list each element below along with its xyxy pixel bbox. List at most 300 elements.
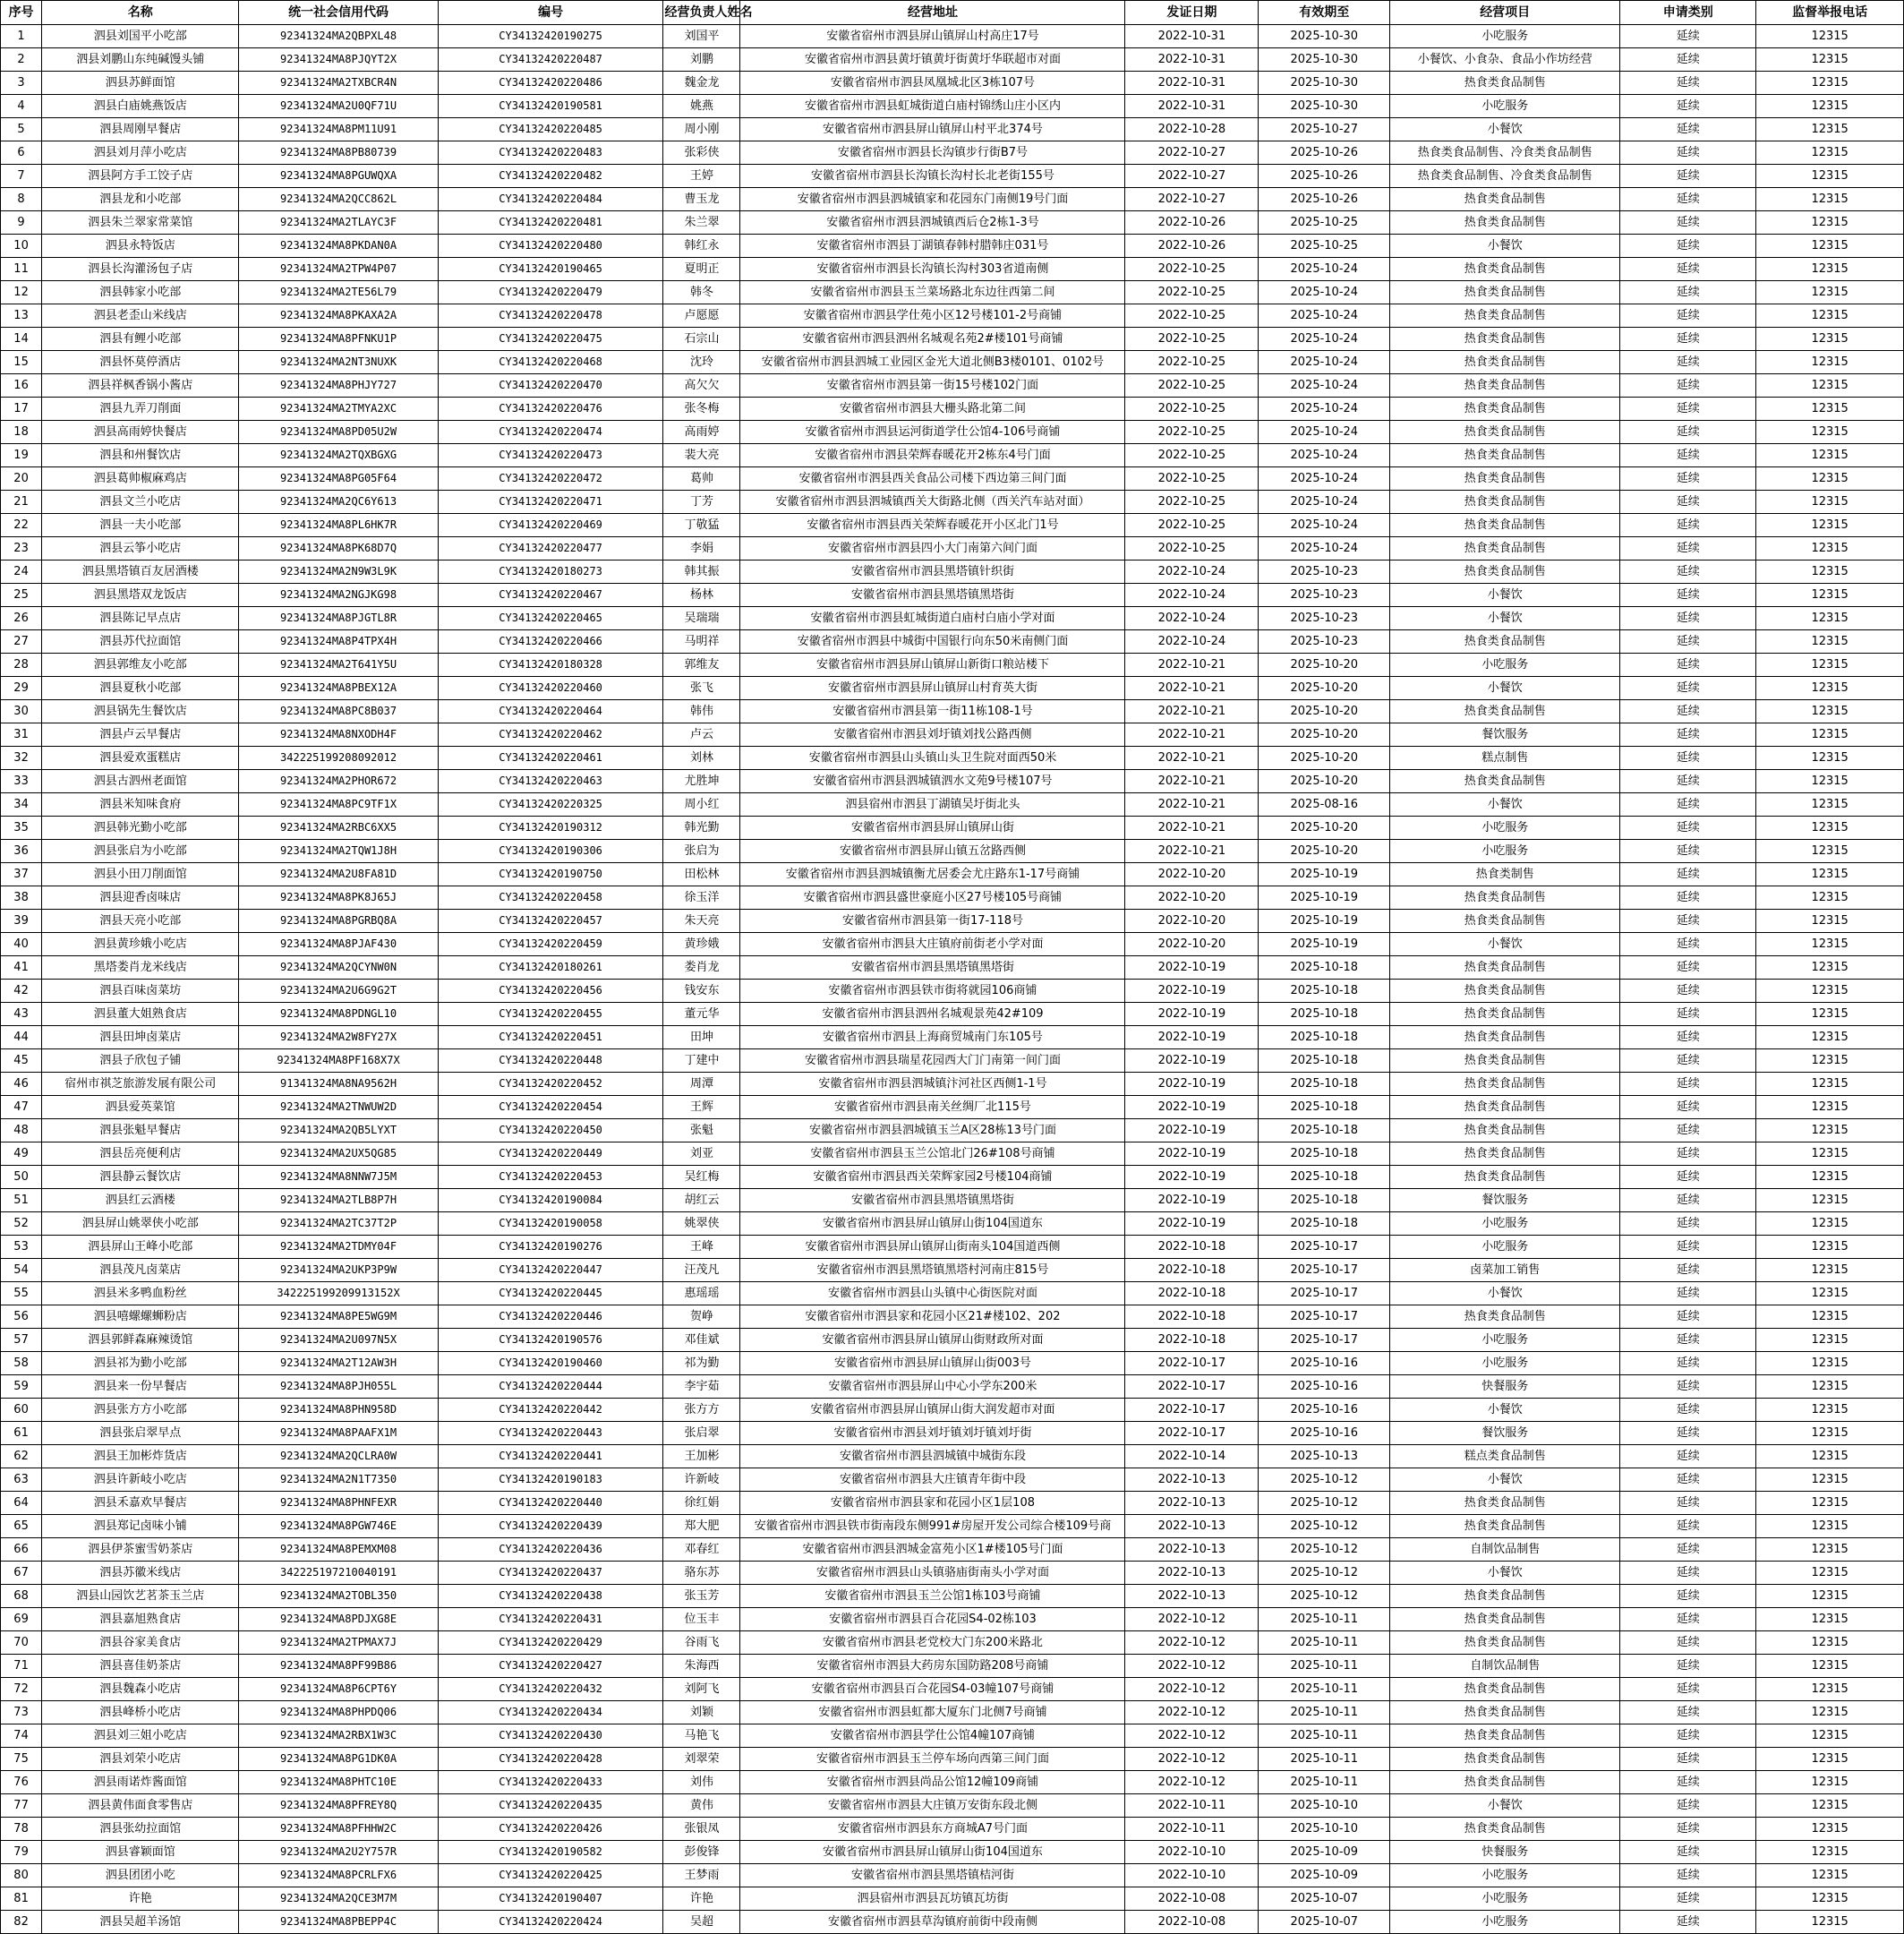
cell-number: CY34132420190407 bbox=[438, 1887, 663, 1911]
cell-name: 泗县古泗州老面馆 bbox=[42, 770, 239, 793]
cell-name: 泗县来一份早餐店 bbox=[42, 1375, 239, 1399]
cell-phone: 12315 bbox=[1756, 1748, 1904, 1771]
table-row bbox=[1, 1119, 1904, 1142]
cell-application-type: 延续 bbox=[1620, 1492, 1756, 1515]
table-row bbox=[1, 165, 1904, 188]
cell-issue-date: 2022-10-19 bbox=[1125, 980, 1259, 1003]
cell-valid-until: 2025-10-24 bbox=[1259, 444, 1390, 467]
cell-person: 马艳飞 bbox=[663, 1724, 740, 1748]
cell-address: 安徽省宿州市泗县泗城镇玉兰A区28栋13号门面 bbox=[740, 1119, 1125, 1142]
cell-number: CY34132420220463 bbox=[438, 770, 663, 793]
cell-address: 安徽省宿州市泗县泗城工业园区金光大道北侧B3楼0101、0102号 bbox=[740, 351, 1125, 374]
cell-issue-date: 2022-10-27 bbox=[1125, 188, 1259, 211]
cell-credit-code: 92341324MA8PJGTL8R bbox=[239, 607, 438, 630]
table-row bbox=[1, 1585, 1904, 1608]
cell-business-scope: 小吃服务 bbox=[1390, 25, 1620, 48]
cell-name: 泗县天亮小吃部 bbox=[42, 910, 239, 933]
cell-person: 裴大亮 bbox=[663, 444, 740, 467]
cell-address: 安徽省宿州市泗县屏山镇屏山街大润发超市对面 bbox=[740, 1399, 1125, 1422]
cell-person: 王加彬 bbox=[663, 1445, 740, 1468]
cell-address: 安徽省宿州市泗县荣辉春暖花开2栋东4号门面 bbox=[740, 444, 1125, 467]
table-row bbox=[1, 1329, 1904, 1352]
cell-application-type: 延续 bbox=[1620, 25, 1756, 48]
cell-application-type: 延续 bbox=[1620, 793, 1756, 817]
cell-issue-date: 2022-10-25 bbox=[1125, 374, 1259, 398]
cell-person: 黄珍娥 bbox=[663, 933, 740, 956]
cell-valid-until: 2025-10-16 bbox=[1259, 1399, 1390, 1422]
cell-index: 33 bbox=[1, 770, 42, 793]
cell-issue-date: 2022-10-19 bbox=[1125, 1212, 1259, 1236]
cell-name: 泗县红云酒楼 bbox=[42, 1189, 239, 1212]
cell-valid-until: 2025-10-12 bbox=[1259, 1538, 1390, 1562]
cell-credit-code: 92341324MA8PKDAN0A bbox=[239, 235, 438, 258]
cell-credit-code: 92341324MA8PG1DK0A bbox=[239, 1748, 438, 1771]
cell-person: 葛帅 bbox=[663, 467, 740, 491]
cell-address: 安徽省宿州市泗县草沟镇府前街中段南侧 bbox=[740, 1911, 1125, 1934]
cell-index: 14 bbox=[1, 328, 42, 351]
cell-business-scope: 热食类食品制售 bbox=[1390, 1305, 1620, 1329]
cell-person: 沈玲 bbox=[663, 351, 740, 374]
cell-phone: 12315 bbox=[1756, 444, 1904, 467]
cell-business-scope: 小餐饮 bbox=[1390, 118, 1620, 141]
cell-number: CY34132420220486 bbox=[438, 72, 663, 95]
cell-application-type: 延续 bbox=[1620, 1329, 1756, 1352]
cell-address: 安徽省宿州市泗县长沟镇长沟村303省道南侧 bbox=[740, 258, 1125, 281]
cell-name: 泗县九弄刀削面 bbox=[42, 398, 239, 421]
cell-address: 安徽省宿州市泗县屏山镇屏山村平北374号 bbox=[740, 118, 1125, 141]
cell-number: CY34132420220471 bbox=[438, 491, 663, 514]
cell-issue-date: 2022-10-21 bbox=[1125, 723, 1259, 747]
cell-credit-code: 92341324MA2TQXBGXG bbox=[239, 444, 438, 467]
cell-address: 安徽省宿州市泗县泗州名城观名苑2#楼101号商铺 bbox=[740, 328, 1125, 351]
cell-business-scope: 自制饮品制售 bbox=[1390, 1655, 1620, 1678]
cell-name: 泗县伊茶蜜雪奶茶店 bbox=[42, 1538, 239, 1562]
table-row bbox=[1, 48, 1904, 72]
cell-issue-date: 2022-10-08 bbox=[1125, 1911, 1259, 1934]
cell-person: 杨林 bbox=[663, 584, 740, 607]
cell-issue-date: 2022-10-21 bbox=[1125, 700, 1259, 723]
cell-application-type: 延续 bbox=[1620, 467, 1756, 491]
cell-application-type: 延续 bbox=[1620, 1212, 1756, 1236]
cell-valid-until: 2025-10-23 bbox=[1259, 607, 1390, 630]
cell-valid-until: 2025-10-11 bbox=[1259, 1701, 1390, 1724]
cell-address: 安徽省宿州市泗县家和花园小区21#楼102、202 bbox=[740, 1305, 1125, 1329]
cell-issue-date: 2022-10-21 bbox=[1125, 677, 1259, 700]
cell-credit-code: 92341324MA2NT3NUXK bbox=[239, 351, 438, 374]
cell-name: 泗县郭鲜森麻辣烫馆 bbox=[42, 1329, 239, 1352]
table-row bbox=[1, 328, 1904, 351]
cell-application-type: 延续 bbox=[1620, 1399, 1756, 1422]
table-row bbox=[1, 1352, 1904, 1375]
cell-person: 周小红 bbox=[663, 793, 740, 817]
cell-business-scope: 热食类食品制售 bbox=[1390, 514, 1620, 537]
table-row bbox=[1, 1911, 1904, 1934]
cell-name: 泗县郭维友小吃部 bbox=[42, 654, 239, 677]
cell-name: 泗县米多鸭血粉丝 bbox=[42, 1282, 239, 1305]
cell-issue-date: 2022-10-18 bbox=[1125, 1236, 1259, 1259]
cell-index: 19 bbox=[1, 444, 42, 467]
table-row bbox=[1, 1841, 1904, 1864]
cell-credit-code: 92341324MA8PDNGL10 bbox=[239, 1003, 438, 1026]
cell-number: CY34132420190582 bbox=[438, 1841, 663, 1864]
cell-address: 安徽省宿州市泗县屏山镇屏山村高庄17号 bbox=[740, 25, 1125, 48]
cell-address: 安徽省宿州市泗县瑞星花园西大门门南第一间门面 bbox=[740, 1049, 1125, 1073]
table-row bbox=[1, 491, 1904, 514]
cell-credit-code: 92341324MA8PFNKU1P bbox=[239, 328, 438, 351]
cell-number: CY34132420220452 bbox=[438, 1073, 663, 1096]
cell-person: 韩红永 bbox=[663, 235, 740, 258]
cell-index: 22 bbox=[1, 514, 42, 537]
cell-address: 安徽省宿州市泗县家和花园小区1层108 bbox=[740, 1492, 1125, 1515]
cell-phone: 12315 bbox=[1756, 1655, 1904, 1678]
cell-issue-date: 2022-10-25 bbox=[1125, 281, 1259, 304]
cell-phone: 12315 bbox=[1756, 1305, 1904, 1329]
cell-credit-code: 92341324MA2TMYA2XC bbox=[239, 398, 438, 421]
cell-address: 安徽省宿州市泗县屏山镇屏山街104国道东 bbox=[740, 1212, 1125, 1236]
cell-person: 娄肖龙 bbox=[663, 956, 740, 980]
cell-issue-date: 2022-10-11 bbox=[1125, 1818, 1259, 1841]
cell-address: 安徽省宿州市泗县屏山镇屏山新街口粮站楼下 bbox=[740, 654, 1125, 677]
cell-person: 刘鹏 bbox=[663, 48, 740, 72]
cell-business-scope: 小餐饮 bbox=[1390, 933, 1620, 956]
cell-valid-until: 2025-10-24 bbox=[1259, 491, 1390, 514]
cell-number: CY34132420220434 bbox=[438, 1701, 663, 1724]
col-header-credit-code: 统一社会信用代码 bbox=[239, 1, 438, 25]
cell-credit-code: 92341324MA8PBEX12A bbox=[239, 677, 438, 700]
cell-application-type: 延续 bbox=[1620, 1841, 1756, 1864]
cell-index: 51 bbox=[1, 1189, 42, 1212]
cell-phone: 12315 bbox=[1756, 211, 1904, 235]
cell-phone: 12315 bbox=[1756, 723, 1904, 747]
cell-credit-code: 92341324MA8PGW746E bbox=[239, 1515, 438, 1538]
cell-issue-date: 2022-10-13 bbox=[1125, 1562, 1259, 1585]
cell-address: 安徽省宿州市泗县屏山镇屏山街南头104国道西侧 bbox=[740, 1236, 1125, 1259]
cell-valid-until: 2025-10-18 bbox=[1259, 1096, 1390, 1119]
col-header-phone: 监督举报电话 bbox=[1756, 1, 1904, 25]
table-row bbox=[1, 1864, 1904, 1887]
cell-credit-code: 92341324MA2TXBCR4N bbox=[239, 72, 438, 95]
cell-phone: 12315 bbox=[1756, 1259, 1904, 1282]
cell-credit-code: 92341324MA2QCC862L bbox=[239, 188, 438, 211]
cell-issue-date: 2022-10-24 bbox=[1125, 630, 1259, 654]
cell-credit-code: 92341324MA8NNW7J5M bbox=[239, 1166, 438, 1189]
cell-credit-code: 92341324MA2QB5LYXT bbox=[239, 1119, 438, 1142]
cell-credit-code: 92341324MA8PJQYT2X bbox=[239, 48, 438, 72]
cell-number: CY34132420220424 bbox=[438, 1911, 663, 1934]
cell-issue-date: 2022-10-12 bbox=[1125, 1678, 1259, 1701]
cell-index: 8 bbox=[1, 188, 42, 211]
cell-index: 21 bbox=[1, 491, 42, 514]
cell-credit-code: 92341324MA8PE5WG9M bbox=[239, 1305, 438, 1329]
cell-number: CY34132420220475 bbox=[438, 328, 663, 351]
cell-application-type: 延续 bbox=[1620, 1794, 1756, 1818]
cell-issue-date: 2022-10-25 bbox=[1125, 304, 1259, 328]
cell-phone: 12315 bbox=[1756, 421, 1904, 444]
cell-phone: 12315 bbox=[1756, 1189, 1904, 1212]
cell-person: 刘林 bbox=[663, 747, 740, 770]
cell-address: 安徽省宿州市泗县黄圩镇黄圩街黄圩华联超市对面 bbox=[740, 48, 1125, 72]
cell-issue-date: 2022-10-25 bbox=[1125, 421, 1259, 444]
cell-credit-code: 92341324MA2NGJKG98 bbox=[239, 584, 438, 607]
cell-issue-date: 2022-10-25 bbox=[1125, 491, 1259, 514]
cell-credit-code: 92341324MA8PG05F64 bbox=[239, 467, 438, 491]
cell-index: 48 bbox=[1, 1119, 42, 1142]
cell-business-scope: 快餐服务 bbox=[1390, 1841, 1620, 1864]
cell-business-scope: 小餐饮 bbox=[1390, 584, 1620, 607]
cell-name: 泗县郑记卤味小铺 bbox=[42, 1515, 239, 1538]
cell-issue-date: 2022-10-19 bbox=[1125, 1026, 1259, 1049]
cell-index: 69 bbox=[1, 1608, 42, 1631]
table-row bbox=[1, 770, 1904, 793]
cell-phone: 12315 bbox=[1756, 1701, 1904, 1724]
cell-business-scope: 热食类食品制售 bbox=[1390, 211, 1620, 235]
cell-issue-date: 2022-10-18 bbox=[1125, 1305, 1259, 1329]
cell-person: 贺峥 bbox=[663, 1305, 740, 1329]
table-row bbox=[1, 1468, 1904, 1492]
table-row bbox=[1, 118, 1904, 141]
cell-issue-date: 2022-10-20 bbox=[1125, 863, 1259, 886]
cell-business-scope: 热食类食品制售 bbox=[1390, 1701, 1620, 1724]
cell-credit-code: 92341324MA8PC8B037 bbox=[239, 700, 438, 723]
cell-phone: 12315 bbox=[1756, 398, 1904, 421]
cell-business-scope: 热食类食品制售、冷食类食品制售 bbox=[1390, 141, 1620, 165]
cell-phone: 12315 bbox=[1756, 1352, 1904, 1375]
cell-application-type: 延续 bbox=[1620, 141, 1756, 165]
cell-address: 安徽省宿州市泗县玉兰菜场路北东边往西第二间 bbox=[740, 281, 1125, 304]
cell-issue-date: 2022-10-13 bbox=[1125, 1538, 1259, 1562]
cell-credit-code: 92341324MA2RBX1W3C bbox=[239, 1724, 438, 1748]
cell-credit-code: 91341324MA8NA9562H bbox=[239, 1073, 438, 1096]
table-row bbox=[1, 863, 1904, 886]
cell-address: 泗县宿州市泗县丁湖镇吴圩街北头 bbox=[740, 793, 1125, 817]
cell-name: 泗县葛帅椒麻鸡店 bbox=[42, 467, 239, 491]
cell-number: CY34132420220441 bbox=[438, 1445, 663, 1468]
cell-address: 安徽省宿州市泗县学仕公馆4幢107商铺 bbox=[740, 1724, 1125, 1748]
cell-credit-code: 92341324MA8PFHHW2C bbox=[239, 1818, 438, 1841]
cell-person: 高欠欠 bbox=[663, 374, 740, 398]
cell-credit-code: 92341324MA8PHNFEXR bbox=[239, 1492, 438, 1515]
cell-credit-code: 92341324MA2U2Y757R bbox=[239, 1841, 438, 1864]
cell-business-scope: 热食类食品制售 bbox=[1390, 421, 1620, 444]
cell-application-type: 延续 bbox=[1620, 1166, 1756, 1189]
cell-address: 安徽省宿州市泗县大庄镇万安街东段北侧 bbox=[740, 1794, 1125, 1818]
table-row bbox=[1, 1515, 1904, 1538]
cell-issue-date: 2022-10-17 bbox=[1125, 1422, 1259, 1445]
cell-name: 泗县田坤卤菜店 bbox=[42, 1026, 239, 1049]
table-row bbox=[1, 1655, 1904, 1678]
cell-number: CY34132420220461 bbox=[438, 747, 663, 770]
cell-index: 52 bbox=[1, 1212, 42, 1236]
cell-number: CY34132420220466 bbox=[438, 630, 663, 654]
cell-valid-until: 2025-10-09 bbox=[1259, 1864, 1390, 1887]
cell-address: 安徽省宿州市泗县黑塔镇黑塔街 bbox=[740, 1189, 1125, 1212]
cell-number: CY34132420220458 bbox=[438, 886, 663, 910]
cell-number: CY34132420220478 bbox=[438, 304, 663, 328]
cell-phone: 12315 bbox=[1756, 956, 1904, 980]
cell-name: 泗县睿颖面馆 bbox=[42, 1841, 239, 1864]
cell-issue-date: 2022-10-13 bbox=[1125, 1492, 1259, 1515]
cell-address: 安徽省宿州市泗县第一街11栋108-1号 bbox=[740, 700, 1125, 723]
cell-issue-date: 2022-10-25 bbox=[1125, 258, 1259, 281]
cell-application-type: 延续 bbox=[1620, 118, 1756, 141]
cell-valid-until: 2025-10-17 bbox=[1259, 1329, 1390, 1352]
cell-valid-until: 2025-10-19 bbox=[1259, 933, 1390, 956]
cell-application-type: 延续 bbox=[1620, 1073, 1756, 1096]
cell-person: 王辉 bbox=[663, 1096, 740, 1119]
cell-credit-code: 92341324MA8PGUWQXA bbox=[239, 165, 438, 188]
cell-name: 泗县苏鲜面馆 bbox=[42, 72, 239, 95]
cell-issue-date: 2022-10-31 bbox=[1125, 48, 1259, 72]
cell-index: 42 bbox=[1, 980, 42, 1003]
cell-name: 泗县喜佳奶茶店 bbox=[42, 1655, 239, 1678]
cell-index: 59 bbox=[1, 1375, 42, 1399]
cell-valid-until: 2025-10-26 bbox=[1259, 165, 1390, 188]
cell-application-type: 延续 bbox=[1620, 374, 1756, 398]
cell-issue-date: 2022-10-12 bbox=[1125, 1631, 1259, 1655]
cell-index: 77 bbox=[1, 1794, 42, 1818]
cell-address: 安徽省宿州市泗县虹都大厦东门北侧7号商铺 bbox=[740, 1701, 1125, 1724]
cell-business-scope: 小餐饮、小食杂、食品小作坊经营 bbox=[1390, 48, 1620, 72]
cell-number: CY34132420220449 bbox=[438, 1142, 663, 1166]
cell-name: 黑塔娄肖龙米线店 bbox=[42, 956, 239, 980]
cell-person: 朱海西 bbox=[663, 1655, 740, 1678]
cell-name: 泗县苏代拉面馆 bbox=[42, 630, 239, 654]
cell-business-scope: 热食类食品制售 bbox=[1390, 1096, 1620, 1119]
cell-address: 安徽省宿州市泗县玉兰公馆北门26#108号商铺 bbox=[740, 1142, 1125, 1166]
cell-business-scope: 小吃服务 bbox=[1390, 840, 1620, 863]
cell-index: 31 bbox=[1, 723, 42, 747]
cell-index: 40 bbox=[1, 933, 42, 956]
cell-person: 张方方 bbox=[663, 1399, 740, 1422]
cell-business-scope: 小吃服务 bbox=[1390, 817, 1620, 840]
cell-phone: 12315 bbox=[1756, 793, 1904, 817]
cell-valid-until: 2025-10-17 bbox=[1259, 1305, 1390, 1329]
cell-address: 安徽省宿州市泗县山头镇中心街医院对面 bbox=[740, 1282, 1125, 1305]
cell-number: CY34132420190581 bbox=[438, 95, 663, 118]
cell-address: 安徽省宿州市泗县东方商城A7号门面 bbox=[740, 1818, 1125, 1841]
cell-index: 79 bbox=[1, 1841, 42, 1864]
cell-application-type: 延续 bbox=[1620, 165, 1756, 188]
cell-application-type: 延续 bbox=[1620, 1026, 1756, 1049]
cell-business-scope: 卤菜加工销售 bbox=[1390, 1259, 1620, 1282]
cell-phone: 12315 bbox=[1756, 141, 1904, 165]
cell-phone: 12315 bbox=[1756, 1026, 1904, 1049]
cell-number: CY34132420220477 bbox=[438, 537, 663, 561]
cell-name: 泗县刘三姐小吃店 bbox=[42, 1724, 239, 1748]
cell-business-scope: 热食类食品制售 bbox=[1390, 304, 1620, 328]
cell-phone: 12315 bbox=[1756, 1003, 1904, 1026]
cell-index: 68 bbox=[1, 1585, 42, 1608]
table-row bbox=[1, 1399, 1904, 1422]
cell-valid-until: 2025-10-18 bbox=[1259, 956, 1390, 980]
cell-index: 29 bbox=[1, 677, 42, 700]
cell-phone: 12315 bbox=[1756, 863, 1904, 886]
cell-name: 泗县嘻螺螺蛳粉店 bbox=[42, 1305, 239, 1329]
cell-address: 安徽省宿州市泗县玉兰公馆1栋103号商铺 bbox=[740, 1585, 1125, 1608]
cell-phone: 12315 bbox=[1756, 1073, 1904, 1096]
cell-valid-until: 2025-10-24 bbox=[1259, 514, 1390, 537]
cell-valid-until: 2025-10-18 bbox=[1259, 1073, 1390, 1096]
cell-number: CY34132420220447 bbox=[438, 1259, 663, 1282]
cell-issue-date: 2022-10-12 bbox=[1125, 1655, 1259, 1678]
table-row bbox=[1, 677, 1904, 700]
table-row bbox=[1, 467, 1904, 491]
cell-index: 7 bbox=[1, 165, 42, 188]
cell-number: CY34132420220479 bbox=[438, 281, 663, 304]
cell-issue-date: 2022-10-19 bbox=[1125, 1003, 1259, 1026]
cell-business-scope: 热食类食品制售 bbox=[1390, 281, 1620, 304]
cell-application-type: 延续 bbox=[1620, 1003, 1756, 1026]
cell-number: CY34132420190460 bbox=[438, 1352, 663, 1375]
cell-address: 安徽省宿州市泗县百合花园S4-03幢107号商铺 bbox=[740, 1678, 1125, 1701]
cell-index: 76 bbox=[1, 1771, 42, 1794]
cell-issue-date: 2022-10-19 bbox=[1125, 1119, 1259, 1142]
cell-phone: 12315 bbox=[1756, 886, 1904, 910]
table-row bbox=[1, 886, 1904, 910]
cell-number: CY34132420220457 bbox=[438, 910, 663, 933]
cell-phone: 12315 bbox=[1756, 1538, 1904, 1562]
cell-person: 周潭 bbox=[663, 1073, 740, 1096]
cell-phone: 12315 bbox=[1756, 1585, 1904, 1608]
table-row bbox=[1, 793, 1904, 817]
cell-application-type: 延续 bbox=[1620, 537, 1756, 561]
cell-person: 张魁 bbox=[663, 1119, 740, 1142]
cell-application-type: 延续 bbox=[1620, 1189, 1756, 1212]
cell-person: 卢云 bbox=[663, 723, 740, 747]
cell-business-scope: 热食类食品制售 bbox=[1390, 1515, 1620, 1538]
cell-valid-until: 2025-10-30 bbox=[1259, 95, 1390, 118]
cell-address: 安徽省宿州市泗县盛世豪庭小区27号楼105号商铺 bbox=[740, 886, 1125, 910]
cell-person: 郑大肥 bbox=[663, 1515, 740, 1538]
cell-name: 泗县陈记早点店 bbox=[42, 607, 239, 630]
cell-application-type: 延续 bbox=[1620, 1422, 1756, 1445]
cell-valid-until: 2025-10-20 bbox=[1259, 747, 1390, 770]
cell-index: 13 bbox=[1, 304, 42, 328]
cell-issue-date: 2022-10-25 bbox=[1125, 351, 1259, 374]
cell-index: 38 bbox=[1, 886, 42, 910]
cell-index: 50 bbox=[1, 1166, 42, 1189]
cell-phone: 12315 bbox=[1756, 1911, 1904, 1934]
cell-issue-date: 2022-10-17 bbox=[1125, 1375, 1259, 1399]
cell-phone: 12315 bbox=[1756, 1445, 1904, 1468]
cell-business-scope: 热食类食品制售 bbox=[1390, 444, 1620, 467]
cell-business-scope: 热食类食品制售 bbox=[1390, 1119, 1620, 1142]
cell-number: CY34132420190183 bbox=[438, 1468, 663, 1492]
cell-business-scope: 热食类食品制售 bbox=[1390, 491, 1620, 514]
cell-credit-code: 92341324MA8PD05U2W bbox=[239, 421, 438, 444]
table-row bbox=[1, 654, 1904, 677]
cell-address: 安徽省宿州市泗县虹城街道白庙村白庙小学对面 bbox=[740, 607, 1125, 630]
cell-business-scope: 热食类食品制售 bbox=[1390, 700, 1620, 723]
cell-business-scope: 热食类制售 bbox=[1390, 863, 1620, 886]
cell-address: 安徽省宿州市泗县泗城镇汴河社区西侧1-1号 bbox=[740, 1073, 1125, 1096]
cell-person: 姚翠侠 bbox=[663, 1212, 740, 1236]
cell-credit-code: 92341324MA8PHTC10E bbox=[239, 1771, 438, 1794]
cell-address: 安徽省宿州市泗县黑塔镇黑塔街 bbox=[740, 584, 1125, 607]
table-row bbox=[1, 1049, 1904, 1073]
cell-number: CY34132420220473 bbox=[438, 444, 663, 467]
cell-phone: 12315 bbox=[1756, 1608, 1904, 1631]
table-row bbox=[1, 1026, 1904, 1049]
cell-index: 23 bbox=[1, 537, 42, 561]
cell-application-type: 延续 bbox=[1620, 1445, 1756, 1468]
cell-application-type: 延续 bbox=[1620, 211, 1756, 235]
cell-index: 30 bbox=[1, 700, 42, 723]
cell-index: 26 bbox=[1, 607, 42, 630]
cell-valid-until: 2025-10-26 bbox=[1259, 141, 1390, 165]
cell-phone: 12315 bbox=[1756, 1166, 1904, 1189]
cell-person: 董元华 bbox=[663, 1003, 740, 1026]
